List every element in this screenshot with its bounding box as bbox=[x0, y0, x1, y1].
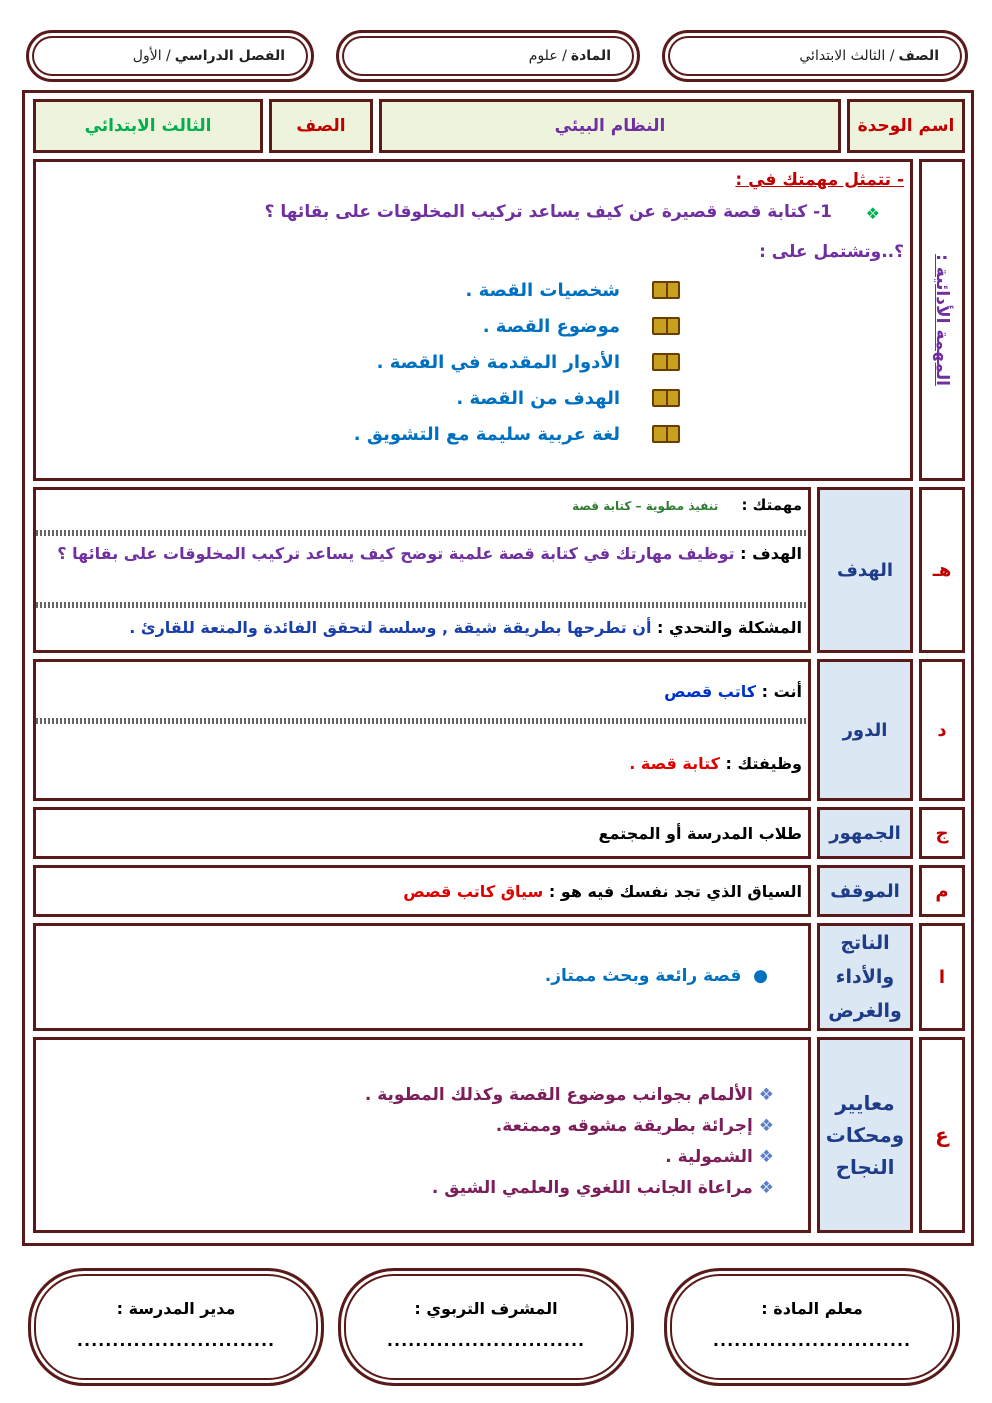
top-grade-value: الثالث الابتدائي bbox=[84, 116, 212, 136]
term-label: الفصل الدراسي bbox=[174, 48, 285, 64]
diamond-icon: ❖ bbox=[752, 1178, 774, 1198]
unit-value-cell bbox=[379, 99, 841, 153]
criteria-letter-cell: ع bbox=[919, 1037, 965, 1233]
diamond-icon: ❖ bbox=[865, 204, 880, 223]
teacher-signature: معلم المادة : ............................ bbox=[664, 1268, 960, 1386]
diamond-icon: ❖ bbox=[752, 1147, 774, 1167]
grade-label: الصف bbox=[898, 48, 939, 64]
grade-label-cell bbox=[269, 99, 373, 153]
book-icon bbox=[652, 425, 680, 443]
criteria-label: معايير ومحكات النجاح bbox=[825, 1091, 905, 1179]
term-value: الأول bbox=[132, 48, 162, 64]
criteria-content-cell bbox=[33, 1037, 811, 1233]
audience-content-cell bbox=[33, 807, 811, 859]
product-row: ● قصة رائعة وبحث ممتاز. bbox=[544, 966, 768, 986]
diamond-icon: ❖ bbox=[752, 1085, 774, 1105]
term-pill: الفصل الدراسي / الأول bbox=[26, 30, 314, 82]
task-content-cell bbox=[33, 159, 913, 481]
list-item: ❖ الشمولية . bbox=[665, 1147, 774, 1167]
task-side-cell bbox=[919, 159, 965, 481]
list-item: الأدوار المقدمة في القصة . bbox=[354, 344, 680, 380]
main-frame bbox=[22, 90, 974, 1246]
subject-value: علوم bbox=[528, 48, 558, 64]
goal-task-row: مهمتك : تنفيذ مطوية – كتابة قصة bbox=[572, 496, 802, 514]
goal-label-cell bbox=[817, 487, 913, 653]
top-grade-label: الصف bbox=[296, 116, 346, 136]
role-label-cell bbox=[817, 659, 913, 801]
situation-label-cell bbox=[817, 865, 913, 917]
product-letter-cell: ا bbox=[919, 923, 965, 1031]
unit-label: اسم الوحدة bbox=[857, 116, 955, 136]
task-side-label: المهمة الأدائية : bbox=[932, 254, 952, 386]
task-item: 1- كتابة قصة قصيرة عن كيف يساعد تركيب المخلوقات على بقائها ؟ bbox=[264, 202, 832, 222]
job-row: وظيفتك : كتابة قصة . bbox=[629, 754, 802, 773]
audience-label-cell bbox=[817, 807, 913, 859]
goal-task-value: تنفيذ مطوية – كتابة قصة bbox=[572, 499, 719, 513]
supervisor-signature: المشرف التربوي : ............................ bbox=[338, 1268, 634, 1386]
divider bbox=[36, 602, 808, 608]
list-item: الهدف من القصة . bbox=[354, 380, 680, 416]
book-icon bbox=[652, 353, 680, 371]
role-content-cell bbox=[33, 659, 811, 801]
audience-label: الجمهور bbox=[829, 822, 901, 844]
subject-pill: المادة / علوم bbox=[336, 30, 640, 82]
book-icon bbox=[652, 317, 680, 335]
task-includes: ؟..وتشتمل على : bbox=[759, 242, 904, 262]
product-content-cell bbox=[33, 923, 811, 1031]
criteria-label-cell bbox=[817, 1037, 913, 1233]
task-intro: - تتمثل مهمتك في : bbox=[735, 170, 904, 190]
problem-row: المشكلة والتحدي : أن تطرحها بطريقة شيقة , وسلسة لتحقق الفائدة والمتعة للقارئ . bbox=[129, 618, 802, 637]
grade-pill: الصف / الثالث الابتدائي bbox=[662, 30, 968, 82]
situation-letter-cell: م bbox=[919, 865, 965, 917]
diamond-icon: ❖ bbox=[752, 1116, 774, 1136]
divider bbox=[36, 530, 808, 536]
subject-label: المادة bbox=[570, 48, 611, 64]
situation-label: الموقف bbox=[830, 880, 900, 902]
goal-text: الهدف : توظيف مهارتك في كتابة قصة علمية توضح كيف يساعد تركيب المخلوقات على بقائها ؟ bbox=[57, 544, 802, 563]
book-icon bbox=[652, 281, 680, 299]
book-icon bbox=[652, 389, 680, 407]
list-item: شخصيات القصة . bbox=[354, 272, 680, 308]
audience-letter-cell: ج bbox=[919, 807, 965, 859]
product-label: الناتج والأداء والغرض bbox=[828, 932, 902, 1022]
list-item: موضوع القصة . bbox=[354, 308, 680, 344]
role-letter-cell: د bbox=[919, 659, 965, 801]
divider bbox=[36, 718, 808, 724]
you-row: أنت : كاتب قصص bbox=[664, 682, 802, 701]
bullet-icon: ● bbox=[741, 966, 768, 986]
role-label: الدور bbox=[842, 719, 888, 741]
task-list bbox=[354, 272, 680, 452]
product-label-cell bbox=[817, 923, 913, 1031]
list-item: ❖ إجرائة بطريقة مشوقه وممتعة. bbox=[495, 1116, 774, 1136]
goal-label: الهدف bbox=[836, 559, 894, 581]
list-item: ❖ مراعاة الجانب اللغوي والعلمي الشيق . bbox=[431, 1178, 774, 1198]
goal-letter-cell: هـ bbox=[919, 487, 965, 653]
grade-value: الثالث الابتدائي bbox=[799, 48, 886, 64]
grade-value-cell bbox=[33, 99, 263, 153]
principal-signature: مدير المدرسة : ............................ bbox=[28, 1268, 324, 1386]
list-item: لغة عربية سليمة مع التشويق . bbox=[354, 416, 680, 452]
situation-row: السياق الذي تجد نفسك فيه هو : سياق كاتب قصص bbox=[403, 882, 802, 901]
unit-label-cell bbox=[847, 99, 965, 153]
unit-value: النظام البيئي bbox=[554, 116, 666, 136]
goal-content-cell bbox=[33, 487, 811, 653]
list-item: ❖ الألمام بجوانب موضوع القصة وكذلك المطوية . bbox=[364, 1085, 774, 1105]
situation-content-cell bbox=[33, 865, 811, 917]
audience-value: طلاب المدرسة أو المجتمع bbox=[598, 824, 802, 843]
criteria-list bbox=[365, 1080, 774, 1204]
